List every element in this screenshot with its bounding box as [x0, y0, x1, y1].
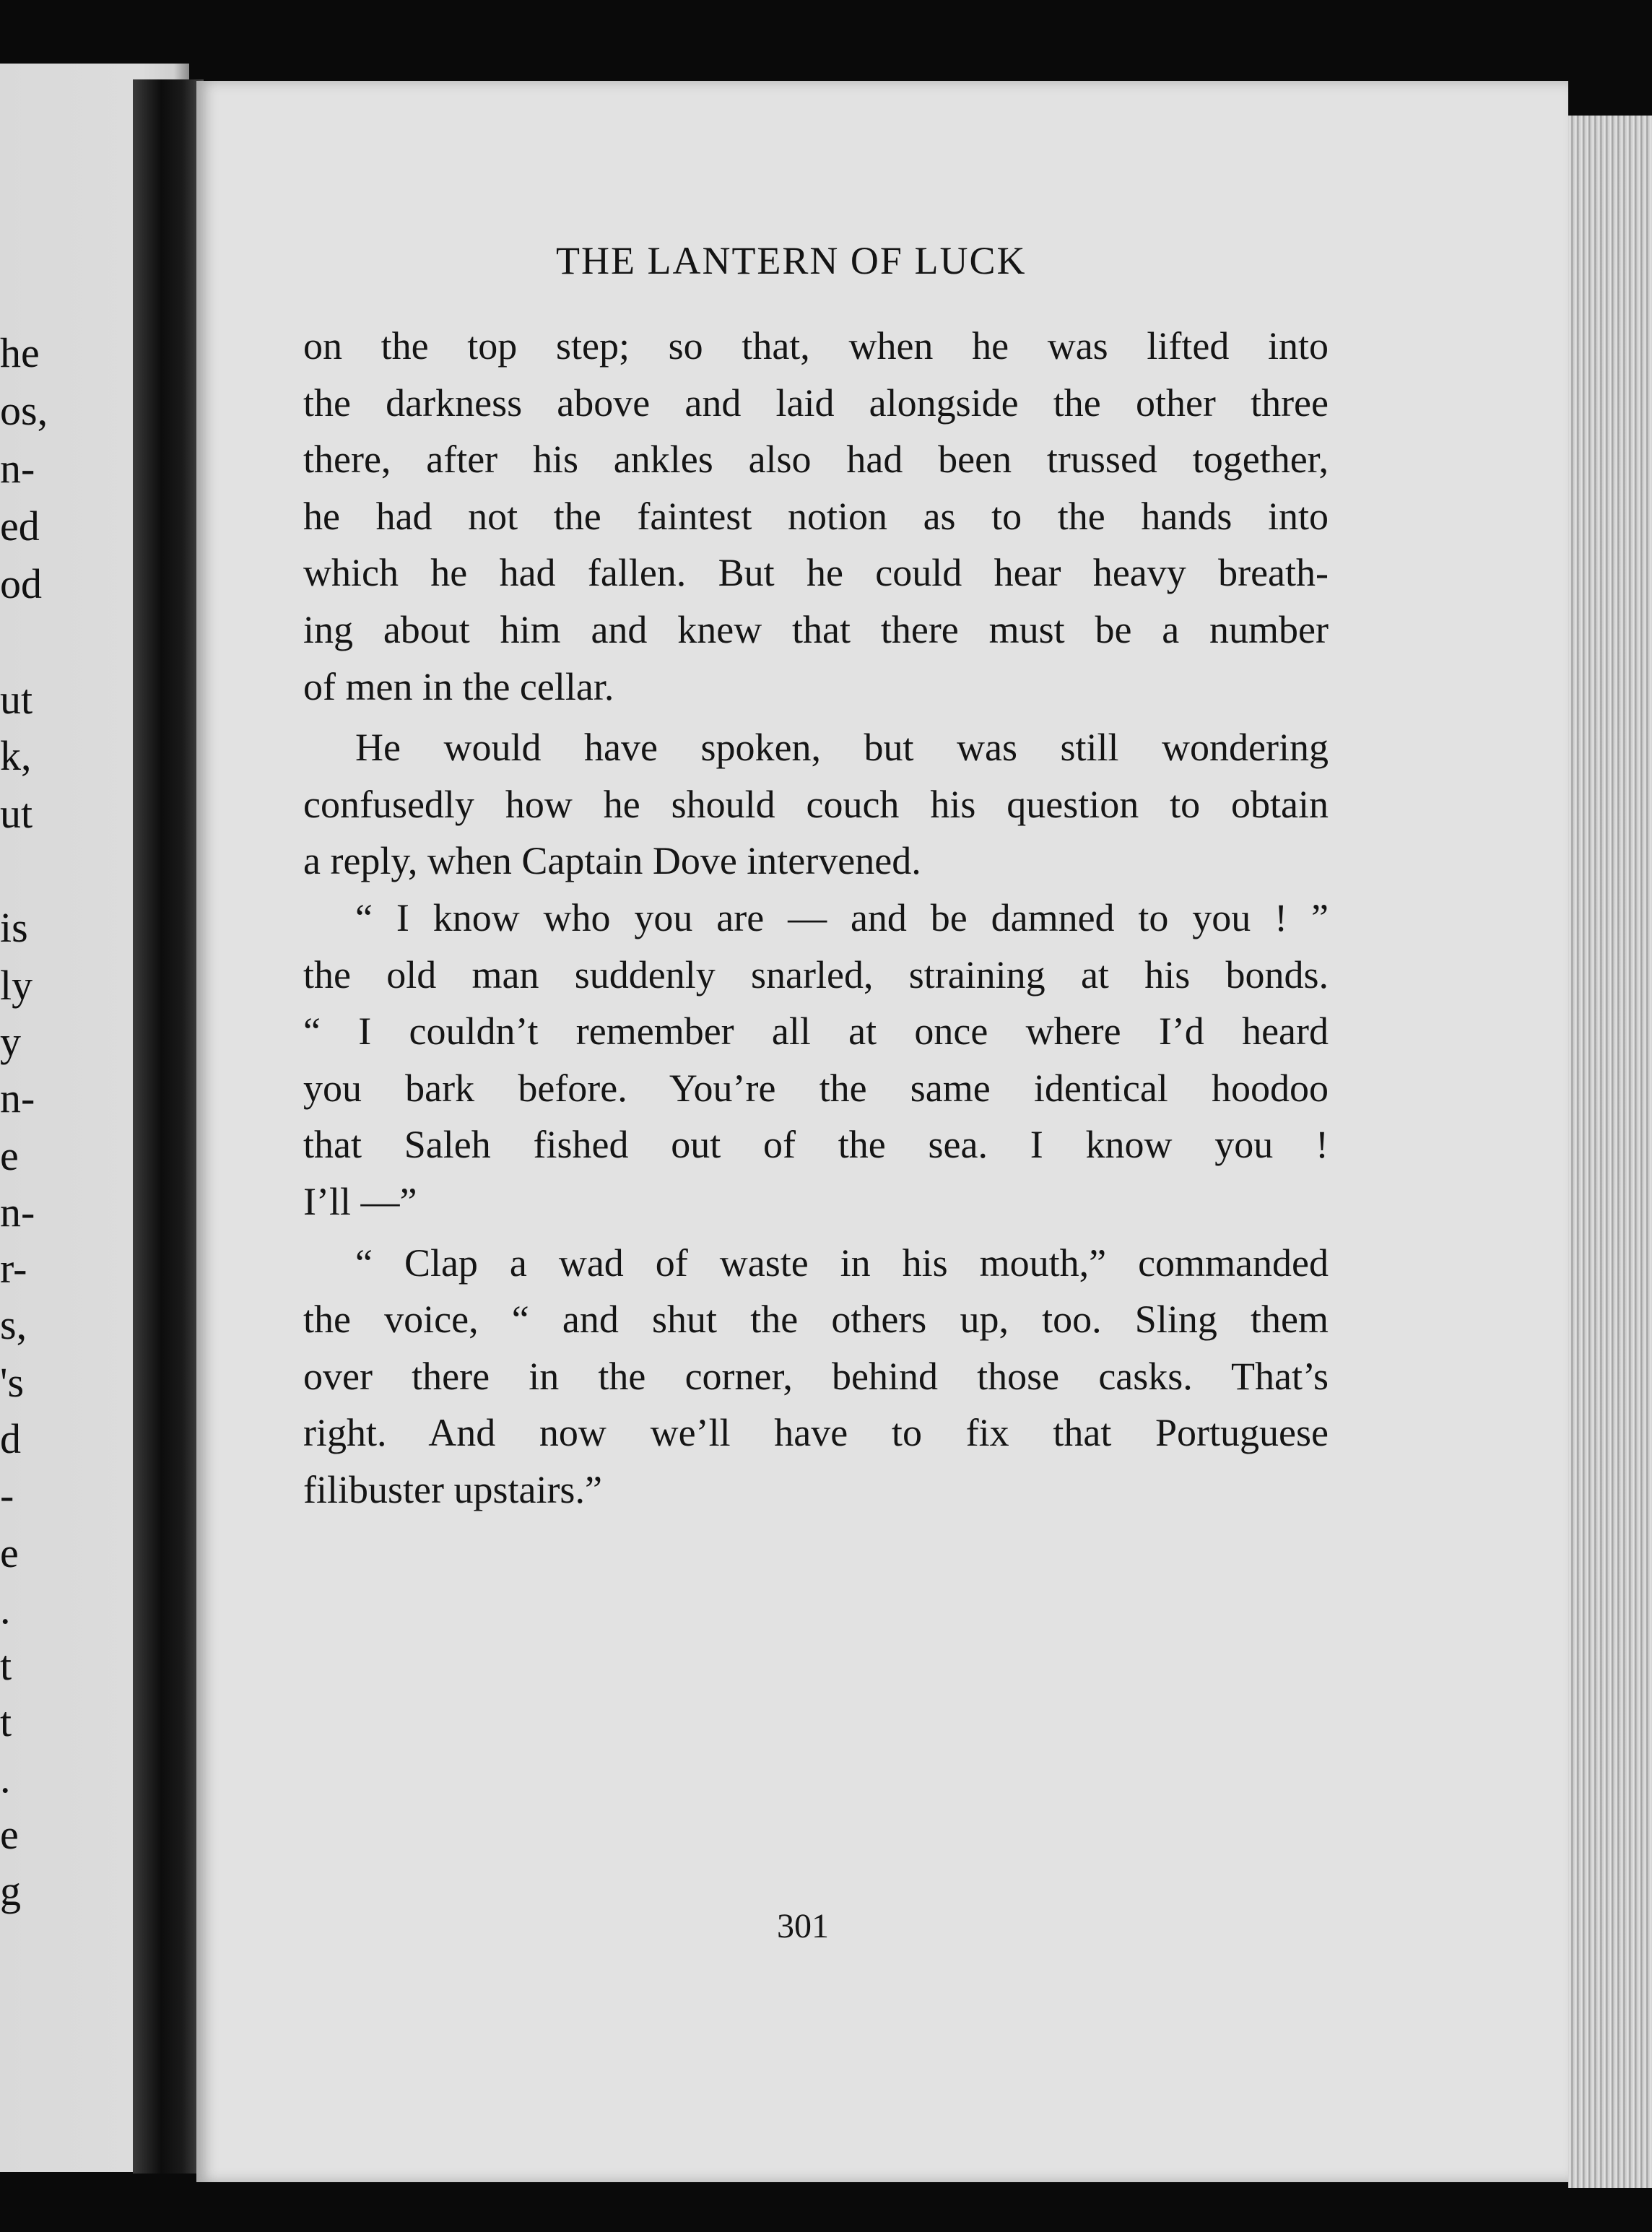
text-line: right. And now we’ll have to fix that Portuguese — [303, 1411, 1329, 1455]
previous-page-fragment: n- — [0, 1189, 35, 1236]
previous-page-fragment: r- — [0, 1245, 27, 1292]
text-line: there, after his ankles also had been trussed together, — [303, 438, 1329, 482]
previous-page-fragment: n- — [0, 445, 35, 492]
previous-page-fragment: he — [0, 329, 40, 376]
text-line: confusedly how he should couch his question to obtain — [303, 782, 1329, 826]
previous-page-fragment: t — [0, 1642, 12, 1689]
text-line: He would have spoken, but was still wondering — [355, 726, 1329, 770]
text-line: on the top step; so that, when he was lifted into — [303, 324, 1329, 368]
previous-page-fragment: d — [0, 1415, 21, 1462]
text-line: “ I couldn’t remember all at once where I’d heard — [303, 1009, 1329, 1054]
previous-page-fragment: e — [0, 1811, 19, 1858]
text-line: the darkness above and laid alongside the other three — [303, 381, 1329, 425]
text-line: filibuster upstairs.” — [303, 1467, 602, 1511]
previous-page-fragment: ut — [0, 790, 33, 837]
text-line: you bark before. You’re the same identical hoodoo — [303, 1066, 1329, 1110]
text-line: of men in the cellar. — [303, 664, 614, 708]
previous-page-fragment: s, — [0, 1301, 27, 1348]
previous-page-fragment: ly — [0, 962, 33, 1009]
body-text — [303, 318, 1329, 1518]
previous-page-fragment: . — [0, 1586, 11, 1633]
previous-page-fragment: n- — [0, 1074, 35, 1121]
text-line: “ I know who you are — and be damned to you ! ” — [355, 895, 1329, 939]
previous-page-fragment: . — [0, 1755, 11, 1802]
previous-page-fragment: 's — [0, 1359, 25, 1406]
previous-page-fragment: k, — [0, 732, 32, 779]
page-edge-stack — [1568, 116, 1652, 2188]
text-line: I’ll —” — [303, 1179, 417, 1223]
text-line: the voice, “ and shut the others up, too. Sling them — [303, 1298, 1329, 1342]
text-line: a reply, when Captain Dove intervened. — [303, 839, 921, 883]
text-line: that Saleh fished out of the sea. I know you ! — [303, 1123, 1329, 1167]
previous-page-fragment: - — [0, 1472, 14, 1519]
book-gutter — [133, 79, 204, 2174]
text-line: the old man suddenly snarled, straining at his bonds. — [303, 952, 1329, 996]
previous-page-fragment: e — [0, 1132, 19, 1179]
page-number: 301 — [777, 1907, 829, 1945]
text-line: “ Clap a wad of waste in his mouth,” commanded — [355, 1241, 1329, 1285]
text-line: which he had fallen. But he could hear heavy breath- — [303, 551, 1329, 595]
text-line: over there in the corner, behind those casks. That’s — [303, 1354, 1329, 1398]
previous-page-fragment: e — [0, 1529, 19, 1576]
running-head: THE LANTERN OF LUCK — [556, 239, 1027, 282]
previous-page-fragment: od — [0, 560, 42, 607]
previous-page-fragment: t — [0, 1698, 12, 1745]
previous-page-fragment: is — [0, 904, 28, 951]
text-line: ing about him and knew that there must be a number — [303, 607, 1329, 651]
previous-page-fragment: ut — [0, 676, 33, 723]
text-line: he had not the faintest notion as to the hands into — [303, 494, 1329, 538]
previous-page-fragment: ed — [0, 503, 40, 550]
previous-page-fragment: g — [0, 1867, 21, 1914]
previous-page-fragment: os, — [0, 387, 48, 434]
previous-page-fragment: y — [0, 1018, 21, 1065]
